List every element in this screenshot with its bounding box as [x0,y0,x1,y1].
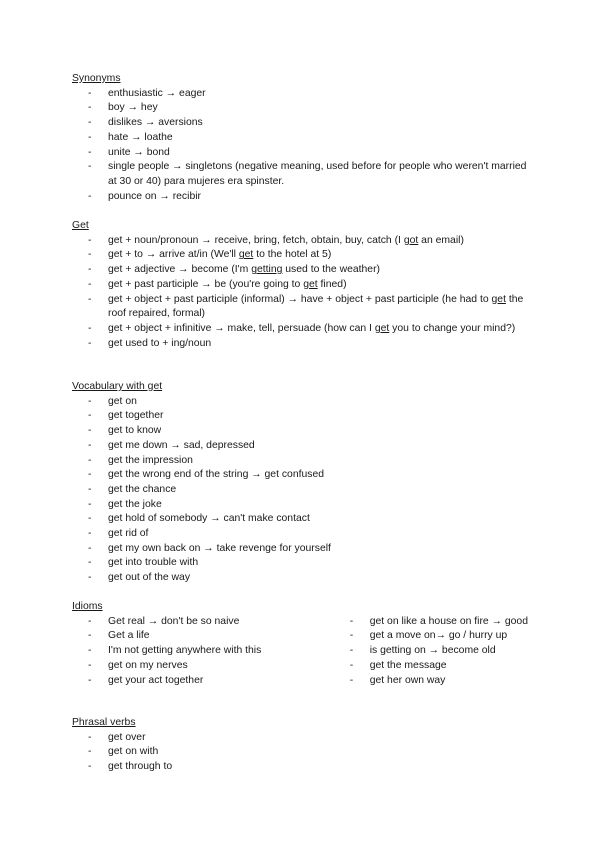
list-item: - get into trouble with [72,556,532,571]
list-item: - enthusiastic → eager [72,87,532,102]
idioms-columns [72,615,532,689]
list-item: - get the wrong end of the string → get confused [72,468,532,483]
list-item: - get her own way [334,674,532,689]
list-item: - dislikes → aversions [72,116,532,131]
vocabulary-list [72,395,532,586]
section-heading: Synonyms [72,73,121,84]
list-item: - Get a life [72,629,334,644]
section-heading: Vocabulary with get [72,381,163,392]
list-item: - unite → bond [72,146,532,161]
list-item: - get the chance [72,483,532,498]
list-item: - get over [72,731,532,746]
section-heading: Phrasal verbs [72,717,136,728]
section-synonyms [72,72,532,204]
list-item: - get + object + infinitive → make, tell, persuade (how can I get you to change your mind?) [72,322,532,337]
list-item: - get on with [72,745,532,760]
list-item: - pounce on → recibir [72,190,532,205]
list-item: - get + adjective → become (I'm getting used to the weather) [72,263,532,278]
list-item: - get me down → sad, depressed [72,439,532,454]
list-item: - get through to [72,760,532,775]
list-item: - get a move on→ go / hurry up [334,629,532,644]
list-item: - get + object + past participle (informal) → have + object + past participle (he had to get the roof repaired, formal) [72,293,532,322]
list-item: - boy → hey [72,101,532,116]
section-vocabulary [72,380,532,586]
list-item: - get on [72,395,532,410]
get-list [72,234,532,352]
list-item: - get + to → arrive at/in (We'll get to the hotel at 5) [72,248,532,263]
section-heading: Get [72,220,89,231]
phrasal-verbs-list [72,731,532,775]
idioms-list-right [334,615,532,689]
list-item: - Get real → don't be so naive [72,615,334,630]
list-item: - get on my nerves [72,659,334,674]
list-item: - get the message [334,659,532,674]
list-item: - get + past participle → be (you're going to get fined) [72,278,532,293]
section-get [72,219,532,351]
list-item: - get + noun/pronoun → receive, bring, fetch, obtain, buy, catch (I got an email) [72,234,532,249]
section-phrasal-verbs [72,716,532,775]
list-item: - get used to + ing/noun [72,337,532,352]
list-item: - single people → singletons (negative meaning, used before for people who weren't married at 30 or 40) para mujeres era spinster. [72,160,532,189]
list-item: - get out of the way [72,571,532,586]
list-item: - I'm not getting anywhere with this [72,644,334,659]
list-item: - hate → loathe [72,131,532,146]
list-item: - get hold of somebody → can't make contact [72,512,532,527]
list-item: - get rid of [72,527,532,542]
list-item: - get together [72,409,532,424]
section-idioms [72,600,532,688]
list-item: - get my own back on → take revenge for yourself [72,542,532,557]
list-item: - get your act together [72,674,334,689]
list-item: - get on like a house on fire → good [334,615,532,630]
list-item: - is getting on → become old [334,644,532,659]
list-item: - get the impression [72,454,532,469]
list-item: - get the joke [72,498,532,513]
section-heading: Idioms [72,601,103,612]
idioms-list-left [72,615,334,689]
synonyms-list [72,87,532,205]
list-item: - get to know [72,424,532,439]
